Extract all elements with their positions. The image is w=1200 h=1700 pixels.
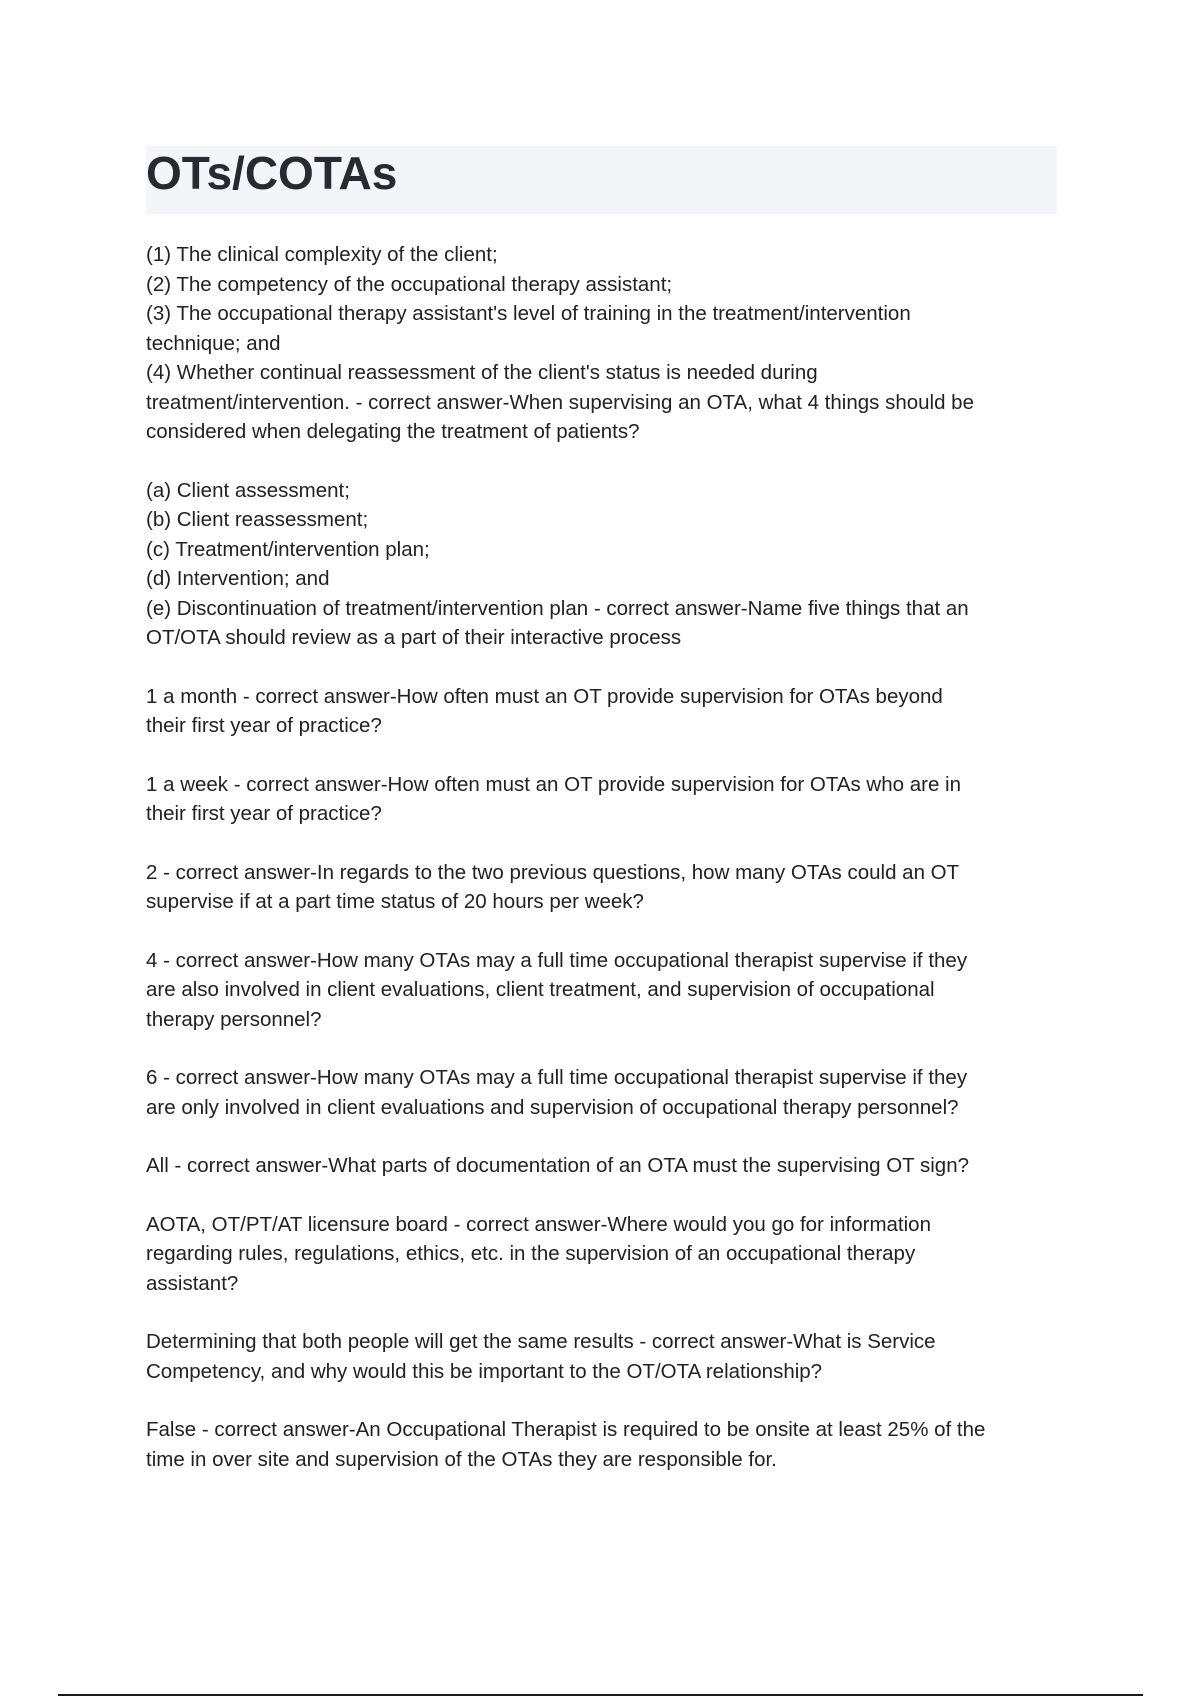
qa-line: supervise if at a part time status of 20 hours per week? (146, 890, 644, 913)
qa-line: Determining that both people will get the same results - correct answer-What is Service (146, 1330, 936, 1353)
qa-line: regarding rules, regulations, ethics, etc. in the supervision of an occupational therapy (146, 1242, 916, 1265)
qa-entry (146, 1210, 1066, 1299)
qa-line: (e) Discontinuation of treatment/intervention plan - correct answer-Name five things that an (146, 596, 969, 620)
qa-line: (b) Client reassessment; (146, 508, 369, 531)
qa-line: 1 a week - correct answer-How often must an OT provide supervision for OTAs who are in (146, 772, 962, 796)
qa-line: (d) Intervention; and (146, 567, 330, 590)
qa-line: therapy personnel? (146, 1007, 322, 1031)
qa-entry (146, 240, 1066, 447)
qa-entry (146, 682, 1066, 741)
page-title: OTs/COTAs (146, 147, 398, 199)
qa-list (146, 240, 1066, 1503)
qa-entry (146, 858, 1066, 917)
qa-entry (146, 476, 1066, 653)
qa-entry (146, 1327, 1066, 1386)
qa-line: their first year of practice? (146, 802, 382, 825)
qa-entry (146, 1415, 1066, 1474)
qa-entry (146, 1063, 1066, 1122)
qa-line: (3) The occupational therapy assistant's level of training in the treatment/intervention (146, 302, 911, 325)
qa-entry (146, 946, 1066, 1035)
qa-line: (c) Treatment/intervention plan; (146, 537, 430, 561)
qa-line: time in over site and supervision of the OTAs they are responsible for. (146, 1447, 777, 1471)
qa-line: OT/OTA should review as a part of their interactive process (146, 626, 682, 649)
qa-line: their first year of practice? (146, 714, 382, 737)
qa-line: considered when delegating the treatment of patients? (146, 420, 640, 443)
qa-line: 4 - correct answer-How many OTAs may a full time occupational therapist supervise if they (146, 948, 968, 972)
qa-line: 2 - correct answer-In regards to the two previous questions, how many OTAs could an OT (146, 860, 960, 884)
qa-entry (146, 770, 1066, 829)
qa-line: 6 - correct answer-How many OTAs may a full time occupational therapist supervise if they (146, 1066, 968, 1089)
qa-line: technique; and (146, 331, 281, 355)
qa-line: assistant? (146, 1271, 239, 1295)
qa-line: AOTA, OT/PT/AT licensure board - correct answer-Where would you go for information (146, 1212, 931, 1236)
qa-line: Competency, and why would this be important to the OT/OTA relationship? (146, 1359, 823, 1383)
qa-line: (4) Whether continual reassessment of the client's status is needed during (146, 361, 818, 384)
qa-line: (2) The competency of the occupational therapy assistant; (146, 272, 673, 296)
qa-line: All - correct answer-What parts of documentation of an OTA must the supervising OT sign? (146, 1154, 970, 1177)
qa-line: are also involved in client evaluations, client treatment, and supervision of occupational (146, 978, 935, 1001)
qa-entry (146, 1151, 1066, 1181)
qa-line: 1 a month - correct answer-How often must an OT provide supervision for OTAs beyond (146, 684, 943, 708)
footer-divider (58, 1694, 1143, 1696)
qa-line: treatment/intervention. - correct answer-When supervising an OTA, what 4 things should be (146, 390, 974, 414)
qa-line: are only involved in client evaluations and supervision of occupational therapy personnel? (146, 1095, 959, 1119)
qa-line: (a) Client assessment; (146, 478, 350, 502)
qa-line: (1) The clinical complexity of the client; (146, 243, 498, 266)
qa-line: False - correct answer-An Occupational Therapist is required to be onsite at least 25% of the (146, 1418, 986, 1441)
